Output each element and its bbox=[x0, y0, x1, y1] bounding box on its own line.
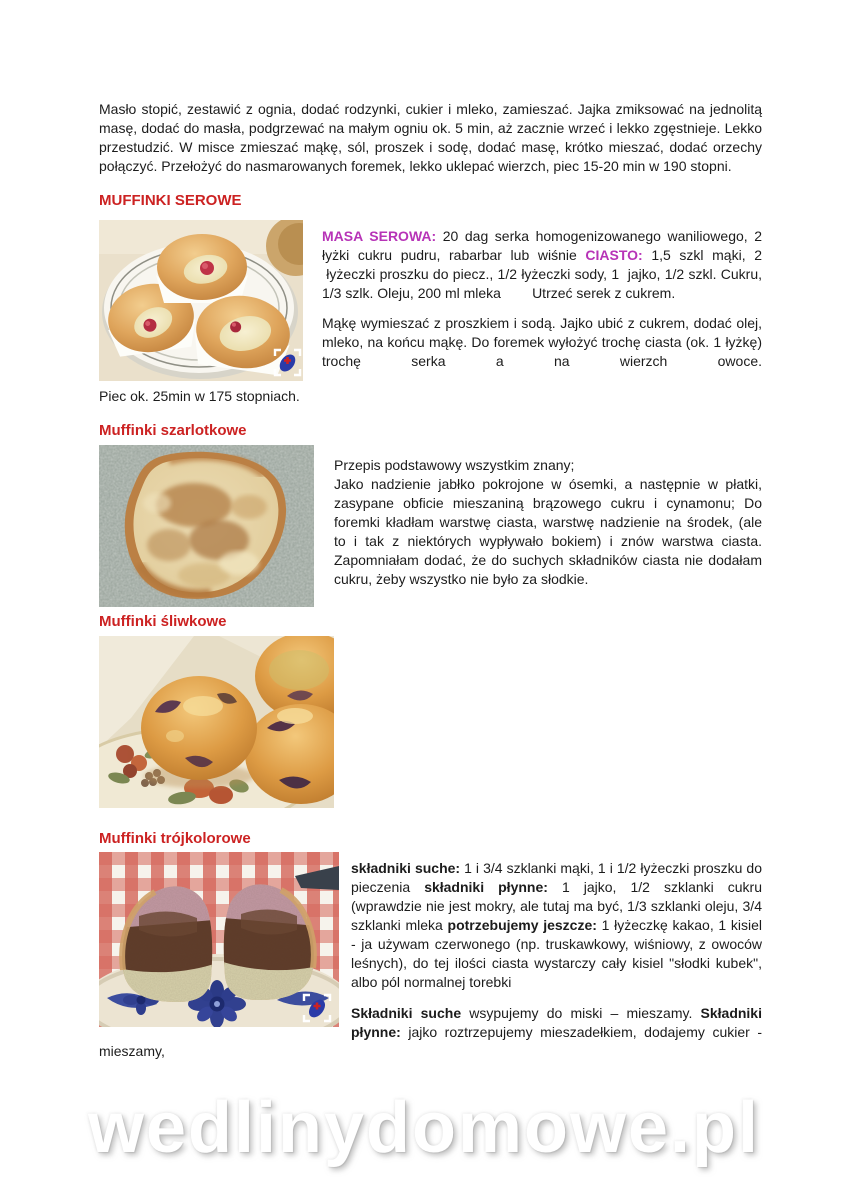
serowe-baking-note: Piec ok. 25min w 175 stopniach. bbox=[99, 388, 300, 404]
serowe-method: Mąkę wymieszać z proszkiem i sodą. Jajko ubić z cukrem, dodać olej, mleko, na końcu mąkę. Do foremek wyłożyć trochę ciasta (ok. 1 łyżkę) trochę serka a na wierzch owoce. bbox=[322, 315, 762, 369]
apple-muffin-cross-section-illustration bbox=[99, 445, 314, 607]
photo-muffinki-sliwkowe bbox=[99, 636, 334, 808]
muffins-on-plate-illustration bbox=[99, 220, 303, 381]
photo-muffinki-serowe bbox=[99, 220, 303, 381]
trojkolorowe-method: Składniki suche wsypujemy do miski – mieszamy. Składniki płynne: jajko roztrzepujemy mieszadełkiem, dodajemy cukier - mieszamy, bbox=[99, 1005, 762, 1059]
plum-muffins-illustration bbox=[99, 636, 334, 808]
section-heading-trojkolorowe: Muffinki trójkolorowe bbox=[99, 830, 251, 847]
tricolor-muffin-halves-illustration bbox=[99, 852, 339, 1027]
section-heading-szarlotkowe: Muffinki szarlotkowe bbox=[99, 422, 247, 439]
watermark: wedlinydomowe.pl bbox=[87, 1088, 761, 1168]
section-heading-serowe: MUFFINKI SEROWE bbox=[99, 192, 242, 209]
photo-muffinki-szarlotkowe bbox=[99, 445, 314, 607]
document-content bbox=[99, 100, 762, 1061]
intro-paragraph: Masło stopić, zestawić z ognia, dodać rodzynki, cukier i mleko, zamieszać. Jajka zmiksować na jednolitą masę, dodać do masła, podgrzewać na małym ogniu ok. 5 min, aż zacznie wrzeć i lekko zgęstnieje. Lekko przestudzić. W misce zmieszać mąkę, sól, proszek i sodę, dodać masę, krótko mieszać, dodać orzechy połączyć. Przełożyć do nasmarowanych foremek, lekko uklepać wierzch, piec 15-20 min w 190 stopni. bbox=[99, 101, 762, 174]
trojkolorowe-ingredients: składniki suche: 1 i 3/4 szklanki mąki, 1 i 1/2 łyżeczki proszku do pieczenia składniki płynne: 1 jajko, 1/2 szklanki cukru (wprawdzie nie jest mokry, ale tutaj ma być, 1/3 szklanki oleju, 3/4 szklanki mleka potrzebujemy jeszcze: 1 łyżeczkę kakao, 1 kisiel - ja używam czerwonego (np. truskawkowy, wiśniowy, z owoców leśnych), do tej ilości ciasta wystarczy cały kisiel "słodki kubek", albo pól normalnej torebki bbox=[351, 860, 763, 990]
section-heading-sliwkowe: Muffinki śliwkowe bbox=[99, 613, 227, 630]
szarlotkowe-description: Przepis podstawowy wszystkim znany; Jako nadzienie jabłko pokrojone w ósemki, a następnie w płatki, zasypane obficie mieszaniną brązowego cukru i cynamonu; Do foremki kładłam warstwę ciasta, warstwę nadzienie na środek, (ale to i tak z niektórych wypływało bokiem) i znów warstwa ciasta. Zapomniałam dodać, że do suchych składników ciasta nie dodałam cukru, żeby wszystko nie było za słodkie. bbox=[334, 457, 762, 587]
serowe-ingredients: MASA SEROWA: 20 dag serka homogenizowanego waniliowego, 2 łyżki cukru pudru, rabarbar lub wiśnie CIASTO: 1,5 szkl mąki, 2 łyżeczki proszku do piecz., 1/2 łyżeczki sody, 1 jajko, 1/2 szkl. Cukru, 1/3 szlk. Oleju, 200 ml mleka Utrzeć serek z cukrem. bbox=[322, 228, 763, 301]
photo-muffinki-trojkolorowe bbox=[99, 852, 339, 1027]
